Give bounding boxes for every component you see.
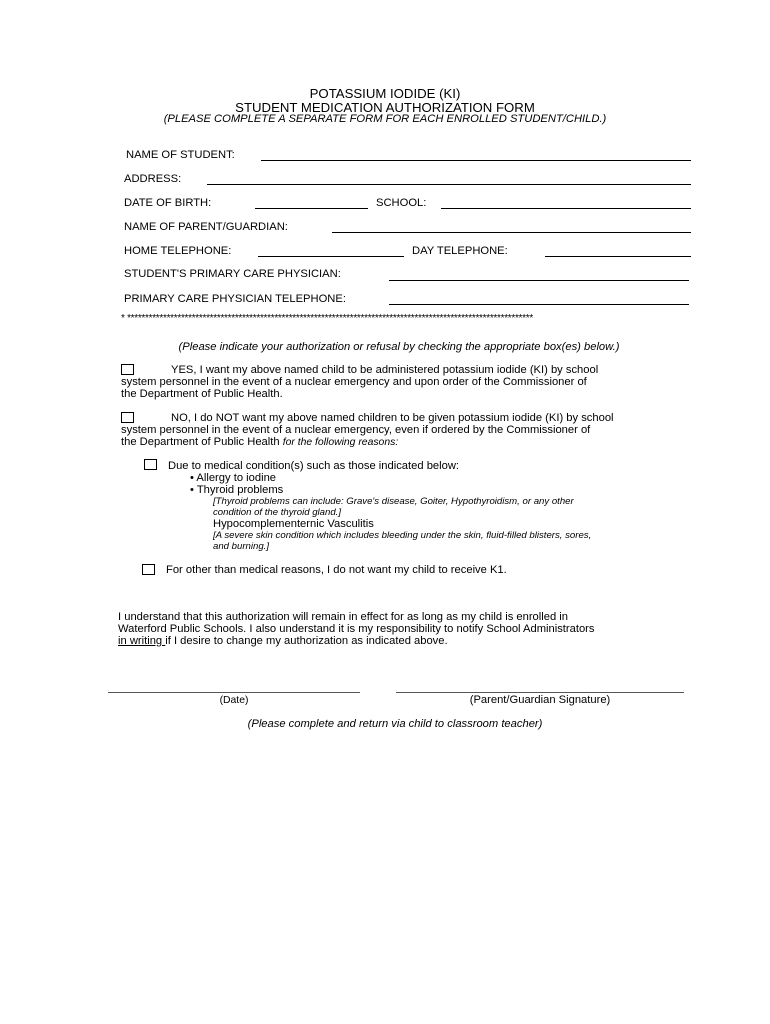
no-text-line3 [121, 436, 398, 449]
student-name-field[interactable] [261, 160, 691, 161]
home-phone-field[interactable] [258, 256, 404, 257]
physician-phone-field[interactable] [389, 304, 689, 305]
no-text-line3-reasons: for the following reasons: [282, 437, 399, 448]
no-text-line3-main: the Department of Public Health [121, 436, 283, 448]
no-text-line2: system personnel in the event of a nuclear emergency, even if ordered by the Commissioner of [121, 424, 591, 436]
physician-field[interactable] [389, 280, 689, 281]
form-instruction-header: (PLEASE COMPLETE A SEPARATE FORM FOR EACH ENROLLED STUDENT/CHILD.) [163, 113, 607, 125]
understanding-line2: Waterford Public Schools. I also understand it is my responsibility to notify School Administrators [118, 623, 595, 635]
other-reasons-label: For other than medical reasons, I do not want my child to receive K1. [166, 564, 507, 576]
authorization-instruction: (Please indicate your authorization or refusal by checking the appropriate box(es) below.) [178, 341, 620, 353]
school-field[interactable] [441, 208, 691, 209]
address-label: ADDRESS: [124, 173, 182, 185]
medical-checkbox[interactable] [144, 459, 157, 470]
dob-label: DATE OF BIRTH: [124, 197, 212, 209]
yes-text-line2: system personnel in the event of a nuclear emergency and upon order of the Commissioner of [121, 376, 587, 388]
no-text-line1: NO, I do NOT want my above named children to be given potassium iodide (KI) by school [171, 412, 614, 424]
medical-label: Due to medical condition(s) such as those indicated below: [168, 460, 460, 472]
thyroid-note-line1: [Thyroid problems can include: Grave's disease, Goiter, Hypothyroidism, or any other [213, 496, 574, 507]
in-writing-text: in writing [118, 635, 166, 647]
physician-label: STUDENT'S PRIMARY CARE PHYSICIAN: [124, 268, 341, 280]
vasculitis-note-line1: [A severe skin condition which includes bleeding under the skin, fluid-filled blisters, sores, [213, 530, 592, 541]
form-subtitle-main: STUDENT MEDICATION AUTHORIZATION FORM [235, 100, 535, 115]
school-label: SCHOOL: [376, 197, 427, 209]
form-title: POTASSIUM IODIDE (KI) [309, 86, 461, 101]
parent-signature-label: (Parent/Guardian Signature) [469, 694, 611, 706]
dob-field[interactable] [255, 208, 368, 209]
parent-name-field[interactable] [332, 232, 691, 233]
understanding-line3 [118, 635, 448, 648]
vasculitis-label: Hypocomplementernic Vasculitis [213, 518, 374, 530]
parent-name-label: NAME OF PARENT/GUARDIAN: [124, 221, 288, 233]
bullet-allergy: • Allergy to iodine [190, 472, 277, 484]
address-field[interactable] [207, 184, 691, 185]
date-label: (Date) [219, 695, 249, 706]
date-signature-line[interactable] [108, 692, 360, 693]
bullet-thyroid: • Thyroid problems [190, 484, 284, 496]
return-instruction: (Please complete and return via child to classroom teacher) [247, 718, 543, 730]
day-phone-field[interactable] [545, 256, 691, 257]
vasculitis-note-line2: and burning.] [213, 541, 270, 552]
home-phone-label: HOME TELEPHONE: [124, 245, 232, 257]
separator-line: * ***************************************************************************************************************** [121, 313, 533, 324]
day-phone-label: DAY TELEPHONE: [412, 245, 508, 257]
student-name-label: NAME OF STUDENT: [126, 149, 235, 161]
understanding-line1: I understand that this authorization will remain in effect for as long as my child is enrolled in [118, 611, 569, 623]
physician-phone-label: PRIMARY CARE PHYSICIAN TELEPHONE: [124, 293, 346, 305]
yes-text-line3: the Department of Public Health. [121, 388, 283, 400]
no-checkbox[interactable] [121, 412, 134, 423]
yes-checkbox[interactable] [121, 364, 134, 375]
yes-text-line1: YES, I want my above named child to be administered potassium iodide (KI) by school [171, 364, 599, 376]
parent-signature-line[interactable] [396, 692, 684, 693]
thyroid-note-line2: condition of the thyroid gland.] [213, 507, 342, 518]
understanding-line3-rest: if I desire to change my authorization as indicated above. [165, 635, 448, 647]
other-reasons-checkbox[interactable] [142, 564, 155, 575]
